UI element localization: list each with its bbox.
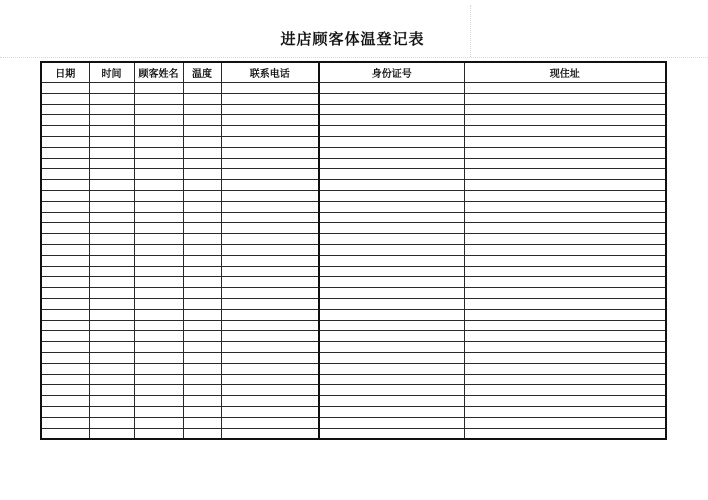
- cell-time: [89, 244, 134, 255]
- cell-id-number: [319, 352, 464, 363]
- cell-temperature: [183, 298, 221, 309]
- table-row: [41, 169, 666, 180]
- column-header-temperature: 温度: [183, 62, 221, 83]
- cell-temperature: [183, 115, 221, 126]
- cell-phone: [221, 158, 319, 169]
- cell-customer-name: [134, 169, 183, 180]
- cell-temperature: [183, 320, 221, 331]
- cell-address: [464, 417, 666, 428]
- cell-temperature: [183, 385, 221, 396]
- cell-phone: [221, 374, 319, 385]
- cell-address: [464, 298, 666, 309]
- cell-date: [41, 374, 89, 385]
- cell-temperature: [183, 309, 221, 320]
- cell-address: [464, 126, 666, 137]
- cell-customer-name: [134, 244, 183, 255]
- cell-address: [464, 169, 666, 180]
- cell-customer-name: [134, 396, 183, 407]
- cell-phone: [221, 417, 319, 428]
- cell-customer-name: [134, 93, 183, 104]
- cell-temperature: [183, 104, 221, 115]
- cell-address: [464, 255, 666, 266]
- cell-phone: [221, 352, 319, 363]
- cell-address: [464, 190, 666, 201]
- cell-id-number: [319, 298, 464, 309]
- column-header-date: 日期: [41, 62, 89, 83]
- cell-customer-name: [134, 309, 183, 320]
- cell-address: [464, 320, 666, 331]
- cell-address: [464, 234, 666, 245]
- cell-customer-name: [134, 298, 183, 309]
- cell-date: [41, 104, 89, 115]
- cell-address: [464, 309, 666, 320]
- cell-date: [41, 309, 89, 320]
- table-row: [41, 396, 666, 407]
- cell-date: [41, 180, 89, 191]
- cell-temperature: [183, 396, 221, 407]
- cell-customer-name: [134, 115, 183, 126]
- cell-time: [89, 190, 134, 201]
- cell-date: [41, 126, 89, 137]
- cell-temperature: [183, 126, 221, 137]
- cell-phone: [221, 385, 319, 396]
- cell-date: [41, 320, 89, 331]
- table-row: [41, 352, 666, 363]
- cell-date: [41, 93, 89, 104]
- cell-date: [41, 136, 89, 147]
- cell-address: [464, 385, 666, 396]
- column-header-id-number: 身份证号: [319, 62, 464, 83]
- cell-id-number: [319, 201, 464, 212]
- cell-temperature: [183, 277, 221, 288]
- cell-customer-name: [134, 158, 183, 169]
- cell-customer-name: [134, 126, 183, 137]
- cell-phone: [221, 104, 319, 115]
- cell-id-number: [319, 244, 464, 255]
- cell-customer-name: [134, 417, 183, 428]
- cell-date: [41, 417, 89, 428]
- cell-customer-name: [134, 331, 183, 342]
- cell-temperature: [183, 428, 221, 439]
- cell-time: [89, 234, 134, 245]
- cell-phone: [221, 298, 319, 309]
- cell-id-number: [319, 169, 464, 180]
- cell-address: [464, 83, 666, 94]
- table-row: [41, 158, 666, 169]
- cell-id-number: [319, 255, 464, 266]
- table-row: [41, 234, 666, 245]
- temperature-registration-table: [40, 61, 667, 440]
- cell-time: [89, 331, 134, 342]
- column-header-time: 时间: [89, 62, 134, 83]
- cell-temperature: [183, 374, 221, 385]
- cell-date: [41, 255, 89, 266]
- cell-temperature: [183, 244, 221, 255]
- cell-id-number: [319, 223, 464, 234]
- cell-customer-name: [134, 363, 183, 374]
- cell-phone: [221, 83, 319, 94]
- cell-time: [89, 255, 134, 266]
- cell-temperature: [183, 234, 221, 245]
- cell-customer-name: [134, 352, 183, 363]
- cell-id-number: [319, 266, 464, 277]
- cell-phone: [221, 255, 319, 266]
- page-title: 进店顾客体温登记表: [280, 32, 425, 48]
- cell-time: [89, 266, 134, 277]
- cell-address: [464, 136, 666, 147]
- cell-customer-name: [134, 180, 183, 191]
- cell-time: [89, 169, 134, 180]
- cell-temperature: [183, 169, 221, 180]
- cell-address: [464, 147, 666, 158]
- cell-time: [89, 342, 134, 353]
- cell-id-number: [319, 93, 464, 104]
- cell-date: [41, 406, 89, 417]
- cell-id-number: [319, 309, 464, 320]
- table-row: [41, 417, 666, 428]
- cell-id-number: [319, 288, 464, 299]
- cell-id-number: [319, 374, 464, 385]
- cell-phone: [221, 234, 319, 245]
- table-row: [41, 277, 666, 288]
- cell-address: [464, 104, 666, 115]
- cell-id-number: [319, 126, 464, 137]
- cell-date: [41, 352, 89, 363]
- cell-address: [464, 201, 666, 212]
- cell-id-number: [319, 428, 464, 439]
- cell-customer-name: [134, 190, 183, 201]
- cell-address: [464, 158, 666, 169]
- table-row: [41, 298, 666, 309]
- cell-time: [89, 83, 134, 94]
- cell-customer-name: [134, 201, 183, 212]
- cell-date: [41, 158, 89, 169]
- table-row: [41, 255, 666, 266]
- cell-customer-name: [134, 136, 183, 147]
- cell-date: [41, 115, 89, 126]
- cell-phone: [221, 277, 319, 288]
- cell-date: [41, 234, 89, 245]
- cell-time: [89, 363, 134, 374]
- cell-time: [89, 136, 134, 147]
- table-row: [41, 385, 666, 396]
- cell-time: [89, 223, 134, 234]
- table-row: [41, 428, 666, 439]
- cell-temperature: [183, 363, 221, 374]
- cell-date: [41, 244, 89, 255]
- cell-phone: [221, 169, 319, 180]
- cell-date: [41, 223, 89, 234]
- cell-phone: [221, 212, 319, 223]
- cell-id-number: [319, 320, 464, 331]
- cell-temperature: [183, 147, 221, 158]
- cell-time: [89, 385, 134, 396]
- cell-date: [41, 298, 89, 309]
- cell-date: [41, 277, 89, 288]
- cell-customer-name: [134, 266, 183, 277]
- cell-phone: [221, 342, 319, 353]
- cell-id-number: [319, 417, 464, 428]
- cell-temperature: [183, 417, 221, 428]
- cell-customer-name: [134, 234, 183, 245]
- table-row: [41, 244, 666, 255]
- cell-date: [41, 342, 89, 353]
- cell-time: [89, 115, 134, 126]
- column-header-phone: 联系电话: [221, 62, 319, 83]
- cell-time: [89, 396, 134, 407]
- table-row: [41, 190, 666, 201]
- table-row: [41, 266, 666, 277]
- cell-time: [89, 126, 134, 137]
- cell-time: [89, 201, 134, 212]
- cell-date: [41, 212, 89, 223]
- cell-temperature: [183, 255, 221, 266]
- cell-date: [41, 147, 89, 158]
- cell-date: [41, 396, 89, 407]
- cell-temperature: [183, 406, 221, 417]
- cell-date: [41, 83, 89, 94]
- page-break-guide-horizontal: [0, 57, 708, 58]
- cell-id-number: [319, 406, 464, 417]
- table-row: [41, 126, 666, 137]
- cell-id-number: [319, 147, 464, 158]
- cell-phone: [221, 331, 319, 342]
- cell-time: [89, 417, 134, 428]
- cell-phone: [221, 223, 319, 234]
- table-row: [41, 374, 666, 385]
- table-row: [41, 342, 666, 353]
- cell-id-number: [319, 115, 464, 126]
- cell-temperature: [183, 201, 221, 212]
- table-row: [41, 83, 666, 94]
- cell-address: [464, 244, 666, 255]
- cell-date: [41, 288, 89, 299]
- cell-time: [89, 352, 134, 363]
- cell-id-number: [319, 342, 464, 353]
- table-row: [41, 201, 666, 212]
- cell-time: [89, 212, 134, 223]
- cell-time: [89, 320, 134, 331]
- cell-address: [464, 406, 666, 417]
- table-row: [41, 212, 666, 223]
- cell-temperature: [183, 342, 221, 353]
- cell-customer-name: [134, 320, 183, 331]
- cell-phone: [221, 406, 319, 417]
- table-row: [41, 93, 666, 104]
- cell-address: [464, 288, 666, 299]
- table-body: [41, 83, 666, 440]
- cell-id-number: [319, 234, 464, 245]
- cell-date: [41, 363, 89, 374]
- cell-address: [464, 115, 666, 126]
- cell-phone: [221, 180, 319, 191]
- cell-id-number: [319, 363, 464, 374]
- cell-time: [89, 277, 134, 288]
- cell-temperature: [183, 158, 221, 169]
- cell-time: [89, 147, 134, 158]
- cell-time: [89, 298, 134, 309]
- cell-temperature: [183, 223, 221, 234]
- table-row: [41, 320, 666, 331]
- cell-address: [464, 266, 666, 277]
- cell-time: [89, 180, 134, 191]
- cell-phone: [221, 396, 319, 407]
- cell-phone: [221, 126, 319, 137]
- cell-phone: [221, 244, 319, 255]
- cell-phone: [221, 266, 319, 277]
- cell-date: [41, 428, 89, 439]
- cell-customer-name: [134, 374, 183, 385]
- cell-phone: [221, 93, 319, 104]
- cell-customer-name: [134, 288, 183, 299]
- cell-address: [464, 363, 666, 374]
- cell-id-number: [319, 212, 464, 223]
- cell-phone: [221, 190, 319, 201]
- cell-temperature: [183, 93, 221, 104]
- cell-customer-name: [134, 212, 183, 223]
- cell-address: [464, 396, 666, 407]
- cell-temperature: [183, 266, 221, 277]
- cell-id-number: [319, 385, 464, 396]
- cell-customer-name: [134, 147, 183, 158]
- cell-time: [89, 93, 134, 104]
- cell-customer-name: [134, 83, 183, 94]
- cell-phone: [221, 320, 319, 331]
- cell-address: [464, 223, 666, 234]
- cell-phone: [221, 428, 319, 439]
- cell-temperature: [183, 212, 221, 223]
- cell-temperature: [183, 180, 221, 191]
- cell-phone: [221, 288, 319, 299]
- cell-phone: [221, 309, 319, 320]
- cell-address: [464, 342, 666, 353]
- cell-temperature: [183, 83, 221, 94]
- table-row: [41, 104, 666, 115]
- cell-temperature: [183, 190, 221, 201]
- cell-time: [89, 104, 134, 115]
- table-row: [41, 331, 666, 342]
- table-row: [41, 115, 666, 126]
- cell-id-number: [319, 104, 464, 115]
- cell-temperature: [183, 288, 221, 299]
- cell-temperature: [183, 136, 221, 147]
- cell-address: [464, 277, 666, 288]
- cell-temperature: [183, 352, 221, 363]
- cell-customer-name: [134, 406, 183, 417]
- cell-customer-name: [134, 277, 183, 288]
- cell-id-number: [319, 136, 464, 147]
- cell-customer-name: [134, 255, 183, 266]
- table-row: [41, 223, 666, 234]
- cell-phone: [221, 147, 319, 158]
- column-header-address: 现住址: [464, 62, 666, 83]
- cell-customer-name: [134, 342, 183, 353]
- cell-time: [89, 288, 134, 299]
- cell-time: [89, 158, 134, 169]
- cell-id-number: [319, 396, 464, 407]
- column-header-customer-name: 顾客姓名: [134, 62, 183, 83]
- cell-time: [89, 374, 134, 385]
- cell-time: [89, 309, 134, 320]
- table-row: [41, 406, 666, 417]
- cell-address: [464, 331, 666, 342]
- table-header-row: [41, 62, 666, 83]
- cell-customer-name: [134, 223, 183, 234]
- cell-id-number: [319, 190, 464, 201]
- cell-date: [41, 169, 89, 180]
- table-row: [41, 363, 666, 374]
- table-row: [41, 288, 666, 299]
- cell-id-number: [319, 83, 464, 94]
- cell-customer-name: [134, 428, 183, 439]
- table-row: [41, 180, 666, 191]
- table-row: [41, 147, 666, 158]
- table-row: [41, 309, 666, 320]
- cell-date: [41, 385, 89, 396]
- cell-phone: [221, 136, 319, 147]
- table-row: [41, 136, 666, 147]
- cell-customer-name: [134, 104, 183, 115]
- cell-date: [41, 201, 89, 212]
- cell-id-number: [319, 331, 464, 342]
- cell-address: [464, 180, 666, 191]
- cell-phone: [221, 201, 319, 212]
- cell-id-number: [319, 277, 464, 288]
- cell-address: [464, 93, 666, 104]
- cell-phone: [221, 115, 319, 126]
- cell-date: [41, 331, 89, 342]
- cell-date: [41, 190, 89, 201]
- cell-address: [464, 212, 666, 223]
- cell-address: [464, 428, 666, 439]
- cell-address: [464, 352, 666, 363]
- cell-phone: [221, 363, 319, 374]
- cell-time: [89, 428, 134, 439]
- cell-id-number: [319, 180, 464, 191]
- cell-temperature: [183, 331, 221, 342]
- cell-time: [89, 406, 134, 417]
- cell-customer-name: [134, 385, 183, 396]
- cell-date: [41, 266, 89, 277]
- cell-id-number: [319, 158, 464, 169]
- cell-address: [464, 374, 666, 385]
